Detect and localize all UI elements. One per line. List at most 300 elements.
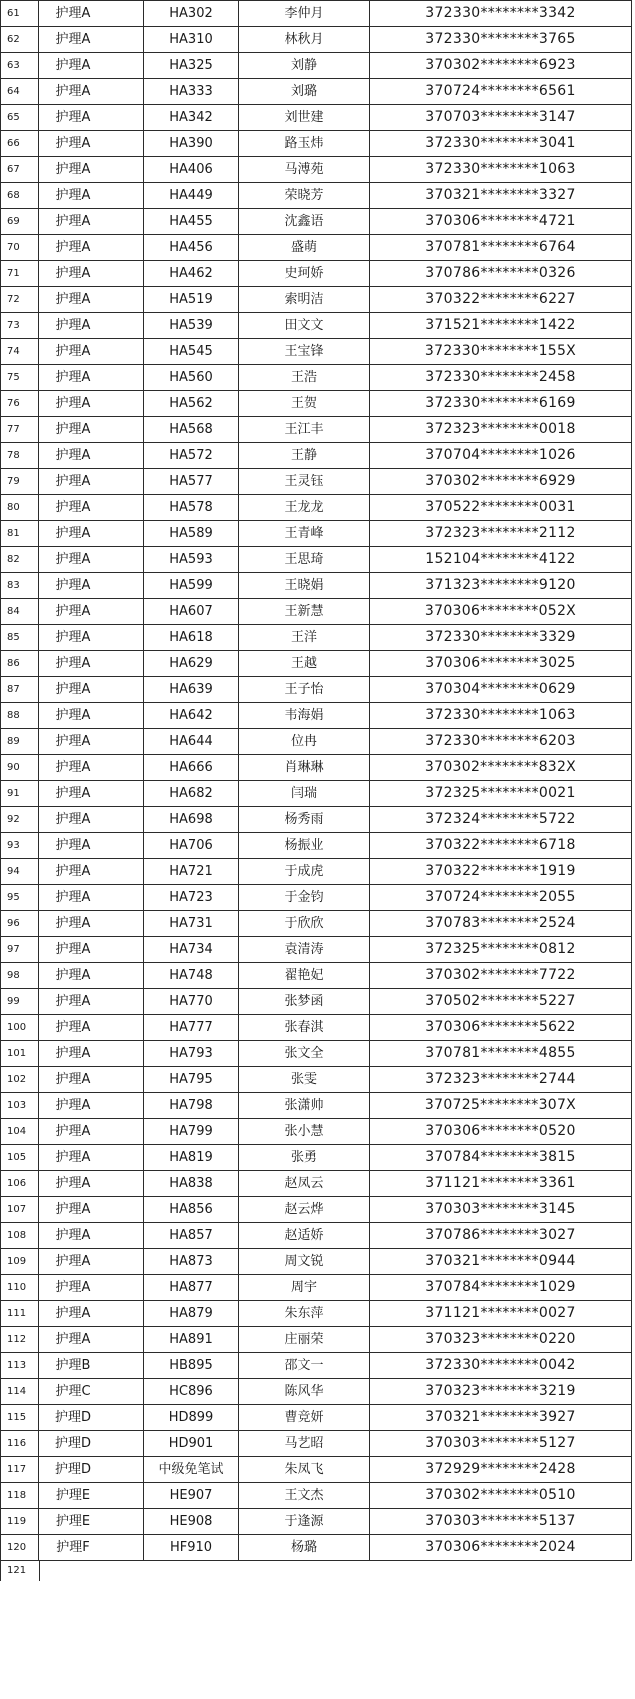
category-cell: 护理A — [39, 469, 144, 495]
table-row — [1, 469, 632, 495]
id-number-cell: 370724********6561 — [370, 79, 632, 105]
id-number-cell: 370322********6718 — [370, 833, 632, 859]
id-number-cell: 372323********2112 — [370, 521, 632, 547]
exam-id-cell: HA642 — [144, 703, 239, 729]
row-number-cell: 73 — [1, 313, 39, 339]
category-cell: 护理A — [39, 807, 144, 833]
row-number-cell: 105 — [1, 1145, 39, 1171]
category-cell: 护理A — [39, 1301, 144, 1327]
category-cell: 护理A — [39, 131, 144, 157]
row-number-cell: 112 — [1, 1327, 39, 1353]
category-cell: 护理A — [39, 1145, 144, 1171]
category-cell: 护理A — [39, 417, 144, 443]
exam-id-cell: HA639 — [144, 677, 239, 703]
table-row — [1, 885, 632, 911]
category-cell: 护理E — [39, 1483, 144, 1509]
id-number-cell: 372330********3041 — [370, 131, 632, 157]
table-row — [1, 1249, 632, 1275]
row-number-cell: 79 — [1, 469, 39, 495]
id-number-cell: 370304********0629 — [370, 677, 632, 703]
exam-id-cell: HA577 — [144, 469, 239, 495]
category-cell: 护理A — [39, 677, 144, 703]
table-row — [1, 1223, 632, 1249]
table-row — [1, 313, 632, 339]
id-number-cell: 372929********2428 — [370, 1457, 632, 1483]
table-row — [1, 443, 632, 469]
row-number-cell: 68 — [1, 183, 39, 209]
name-cell: 王洋 — [239, 625, 370, 651]
exam-id-cell: HA873 — [144, 1249, 239, 1275]
name-cell: 王灵钰 — [239, 469, 370, 495]
name-cell: 杨振业 — [239, 833, 370, 859]
exam-id-cell: HA390 — [144, 131, 239, 157]
id-number-cell: 370302********6923 — [370, 53, 632, 79]
exam-id-cell: HA734 — [144, 937, 239, 963]
row-number-cell: 106 — [1, 1171, 39, 1197]
name-cell: 盛萌 — [239, 235, 370, 261]
row-number-cell: 74 — [1, 339, 39, 365]
category-cell: 护理A — [39, 625, 144, 651]
name-cell: 荣晓芳 — [239, 183, 370, 209]
name-cell: 王青峰 — [239, 521, 370, 547]
exam-id-cell: HA838 — [144, 1171, 239, 1197]
id-number-cell: 370323********0220 — [370, 1327, 632, 1353]
exam-id-cell: HE908 — [144, 1509, 239, 1535]
exam-id-cell: HA560 — [144, 365, 239, 391]
name-cell: 于金钧 — [239, 885, 370, 911]
name-cell: 朱凤飞 — [239, 1457, 370, 1483]
id-number-cell: 370783********2524 — [370, 911, 632, 937]
id-number-cell: 152104********4122 — [370, 547, 632, 573]
table-row — [1, 911, 632, 937]
exam-id-cell: HA698 — [144, 807, 239, 833]
table-row — [1, 963, 632, 989]
id-number-cell: 372330********1063 — [370, 157, 632, 183]
category-cell: 护理A — [39, 781, 144, 807]
id-number-cell: 370303********5137 — [370, 1509, 632, 1535]
id-number-cell: 370302********832X — [370, 755, 632, 781]
id-number-cell: 370784********1029 — [370, 1275, 632, 1301]
table-row — [1, 261, 632, 287]
name-cell: 杨璐 — [239, 1535, 370, 1561]
table-row — [1, 1431, 632, 1457]
name-cell: 史珂娇 — [239, 261, 370, 287]
row-number-cell: 109 — [1, 1249, 39, 1275]
category-cell: 护理A — [39, 1275, 144, 1301]
table-row — [1, 1379, 632, 1405]
row-number-cell: 100 — [1, 1015, 39, 1041]
name-cell: 韦海娟 — [239, 703, 370, 729]
name-cell: 王晓娟 — [239, 573, 370, 599]
name-cell: 张雯 — [239, 1067, 370, 1093]
row-number-cell: 103 — [1, 1093, 39, 1119]
exam-id-cell: HD899 — [144, 1405, 239, 1431]
name-cell: 张潇帅 — [239, 1093, 370, 1119]
id-number-cell: 371521********1422 — [370, 313, 632, 339]
id-number-cell: 370306********5622 — [370, 1015, 632, 1041]
name-cell: 王江丰 — [239, 417, 370, 443]
category-cell: 护理A — [39, 27, 144, 53]
exam-id-cell: HA682 — [144, 781, 239, 807]
table-row — [1, 859, 632, 885]
category-cell: 护理A — [39, 1171, 144, 1197]
table-row — [1, 1509, 632, 1535]
name-cell: 王新慧 — [239, 599, 370, 625]
row-number-cell: 117 — [1, 1457, 39, 1483]
table-row — [1, 287, 632, 313]
category-cell: 护理D — [39, 1405, 144, 1431]
category-cell: 护理A — [39, 573, 144, 599]
category-cell: 护理A — [39, 443, 144, 469]
category-cell: 护理D — [39, 1457, 144, 1483]
row-number-cell: 110 — [1, 1275, 39, 1301]
category-cell: 护理A — [39, 157, 144, 183]
table-row — [1, 599, 632, 625]
category-cell: 护理A — [39, 547, 144, 573]
row-number-cell: 83 — [1, 573, 39, 599]
name-cell: 索明洁 — [239, 287, 370, 313]
name-cell: 张小慧 — [239, 1119, 370, 1145]
category-cell: 护理A — [39, 729, 144, 755]
name-cell: 赵适娇 — [239, 1223, 370, 1249]
name-cell: 周宇 — [239, 1275, 370, 1301]
category-cell: 护理A — [39, 339, 144, 365]
name-cell: 路玉炜 — [239, 131, 370, 157]
category-cell: 护理D — [39, 1431, 144, 1457]
id-number-cell: 372325********0812 — [370, 937, 632, 963]
table-row — [1, 729, 632, 755]
exam-id-cell: HA857 — [144, 1223, 239, 1249]
row-number-cell: 104 — [1, 1119, 39, 1145]
id-number-cell: 372323********2744 — [370, 1067, 632, 1093]
category-cell: 护理A — [39, 1093, 144, 1119]
id-number-cell: 372330********0042 — [370, 1353, 632, 1379]
exam-id-cell: HA723 — [144, 885, 239, 911]
row-number-cell: 81 — [1, 521, 39, 547]
table-row — [1, 1353, 632, 1379]
exam-id-cell: HA406 — [144, 157, 239, 183]
row-number-cell: 77 — [1, 417, 39, 443]
id-number-cell: 370302********7722 — [370, 963, 632, 989]
name-cell: 位冉 — [239, 729, 370, 755]
name-cell: 张文全 — [239, 1041, 370, 1067]
exam-id-cell: HA891 — [144, 1327, 239, 1353]
category-cell: 护理A — [39, 105, 144, 131]
id-number-cell: 370703********3147 — [370, 105, 632, 131]
exam-id-cell: HA731 — [144, 911, 239, 937]
id-number-cell: 370781********6764 — [370, 235, 632, 261]
category-cell: 护理F — [39, 1535, 144, 1561]
id-number-cell: 370321********3927 — [370, 1405, 632, 1431]
row-number-cell: 87 — [1, 677, 39, 703]
row-number-cell: 99 — [1, 989, 39, 1015]
exam-id-cell: HA770 — [144, 989, 239, 1015]
exam-id-cell: HF910 — [144, 1535, 239, 1561]
id-number-cell: 372324********5722 — [370, 807, 632, 833]
category-cell: 护理A — [39, 1119, 144, 1145]
name-cell: 刘静 — [239, 53, 370, 79]
table-row — [1, 1, 632, 27]
id-number-cell: 372325********0021 — [370, 781, 632, 807]
exam-id-cell: HA706 — [144, 833, 239, 859]
row-number-cell: 75 — [1, 365, 39, 391]
id-number-cell: 372330********6169 — [370, 391, 632, 417]
row-number-cell: 86 — [1, 651, 39, 677]
exam-id-cell: HA333 — [144, 79, 239, 105]
table-row — [1, 1457, 632, 1483]
name-cell: 王龙龙 — [239, 495, 370, 521]
name-cell: 袁清涛 — [239, 937, 370, 963]
exam-id-cell: HA877 — [144, 1275, 239, 1301]
category-cell: 护理A — [39, 521, 144, 547]
id-number-cell: 370725********307X — [370, 1093, 632, 1119]
table-row — [1, 677, 632, 703]
row-number-cell: 88 — [1, 703, 39, 729]
id-number-cell: 370302********6929 — [370, 469, 632, 495]
table-row — [1, 625, 632, 651]
exam-id-cell: 中级免笔试 — [144, 1457, 239, 1483]
row-number-cell: 90 — [1, 755, 39, 781]
row-number-cell: 80 — [1, 495, 39, 521]
id-number-cell: 370704********1026 — [370, 443, 632, 469]
exam-id-cell: HA545 — [144, 339, 239, 365]
name-cell: 王思琦 — [239, 547, 370, 573]
exam-id-cell: HA599 — [144, 573, 239, 599]
table-row — [1, 391, 632, 417]
exam-id-cell: HA562 — [144, 391, 239, 417]
category-cell: 护理A — [39, 755, 144, 781]
table-row — [1, 53, 632, 79]
row-number-cell: 91 — [1, 781, 39, 807]
row-number-cell: 78 — [1, 443, 39, 469]
table-row — [1, 1275, 632, 1301]
exam-id-cell: HA456 — [144, 235, 239, 261]
table-row — [1, 1041, 632, 1067]
row-number-cell: 115 — [1, 1405, 39, 1431]
name-cell: 林秋月 — [239, 27, 370, 53]
table-row — [1, 365, 632, 391]
row-number-cell: 98 — [1, 963, 39, 989]
name-cell: 沈鑫语 — [239, 209, 370, 235]
table-row — [1, 781, 632, 807]
name-cell: 王浩 — [239, 365, 370, 391]
exam-id-cell: HA777 — [144, 1015, 239, 1041]
id-number-cell: 370786********3027 — [370, 1223, 632, 1249]
name-cell: 刘璐 — [239, 79, 370, 105]
row-number-cell: 76 — [1, 391, 39, 417]
table-row — [1, 27, 632, 53]
exam-id-cell: HA748 — [144, 963, 239, 989]
table-row — [1, 1015, 632, 1041]
category-cell: 护理A — [39, 1327, 144, 1353]
exam-id-cell: HA618 — [144, 625, 239, 651]
exam-id-cell: HA593 — [144, 547, 239, 573]
id-number-cell: 372330********3765 — [370, 27, 632, 53]
row-number-cell: 119 — [1, 1509, 39, 1535]
category-cell: 护理A — [39, 937, 144, 963]
id-number-cell: 370302********0510 — [370, 1483, 632, 1509]
exam-id-cell: HA578 — [144, 495, 239, 521]
category-cell: 护理A — [39, 235, 144, 261]
category-cell: 护理A — [39, 1067, 144, 1093]
row-number-cell: 101 — [1, 1041, 39, 1067]
id-number-cell: 370306********4721 — [370, 209, 632, 235]
exam-id-cell: HE907 — [144, 1483, 239, 1509]
exam-id-cell: HA302 — [144, 1, 239, 27]
table-row — [1, 79, 632, 105]
table-row — [1, 339, 632, 365]
category-cell: 护理E — [39, 1509, 144, 1535]
exam-id-cell: HA325 — [144, 53, 239, 79]
category-cell: 护理A — [39, 287, 144, 313]
name-cell: 于成虎 — [239, 859, 370, 885]
table-row — [1, 1483, 632, 1509]
row-number-cell: 61 — [1, 1, 39, 27]
row-number-cell: 118 — [1, 1483, 39, 1509]
id-number-cell: 372323********0018 — [370, 417, 632, 443]
name-cell: 李仲月 — [239, 1, 370, 27]
row-number-cell: 116 — [1, 1431, 39, 1457]
id-number-cell: 370306********2024 — [370, 1535, 632, 1561]
id-number-cell: 371323********9120 — [370, 573, 632, 599]
exam-id-cell: HA310 — [144, 27, 239, 53]
exam-id-cell: HA342 — [144, 105, 239, 131]
category-cell: 护理A — [39, 833, 144, 859]
table-row — [1, 1067, 632, 1093]
name-cell: 邵文一 — [239, 1353, 370, 1379]
row-number-cell: 84 — [1, 599, 39, 625]
exam-id-cell: HA539 — [144, 313, 239, 339]
row-number: 121 — [7, 1565, 27, 1576]
row-number-cell: 111 — [1, 1301, 39, 1327]
category-cell: 护理A — [39, 703, 144, 729]
category-cell: 护理A — [39, 963, 144, 989]
name-cell: 张春淇 — [239, 1015, 370, 1041]
exam-id-cell: HA798 — [144, 1093, 239, 1119]
name-cell: 王贺 — [239, 391, 370, 417]
name-cell: 闫瑞 — [239, 781, 370, 807]
name-cell: 张勇 — [239, 1145, 370, 1171]
category-cell: 护理A — [39, 1015, 144, 1041]
name-cell: 马溥苑 — [239, 157, 370, 183]
row-number-cell: 82 — [1, 547, 39, 573]
row-number-cell: 65 — [1, 105, 39, 131]
id-number-cell: 370306********0520 — [370, 1119, 632, 1145]
row-number-cell: 63 — [1, 53, 39, 79]
table-row — [1, 755, 632, 781]
row-number-cell: 114 — [1, 1379, 39, 1405]
category-cell: 护理A — [39, 313, 144, 339]
id-number-cell: 372330********2458 — [370, 365, 632, 391]
exam-id-cell: HA607 — [144, 599, 239, 625]
id-number-cell: 370303********3145 — [370, 1197, 632, 1223]
table-row — [1, 1119, 632, 1145]
row-number-cell: 97 — [1, 937, 39, 963]
id-number-cell: 372330********6203 — [370, 729, 632, 755]
row-number-cell: 113 — [1, 1353, 39, 1379]
table-row — [1, 131, 632, 157]
category-cell: 护理A — [39, 53, 144, 79]
name-cell: 王文杰 — [239, 1483, 370, 1509]
exam-id-cell: HC896 — [144, 1379, 239, 1405]
name-cell: 王越 — [239, 651, 370, 677]
id-number-cell: 370781********4855 — [370, 1041, 632, 1067]
category-cell: 护理A — [39, 261, 144, 287]
table-row — [1, 521, 632, 547]
id-number-cell: 372330********3329 — [370, 625, 632, 651]
table-row — [1, 157, 632, 183]
table-row — [1, 1197, 632, 1223]
table-row — [1, 105, 632, 131]
table-row — [1, 1327, 632, 1353]
row-number-cell: 71 — [1, 261, 39, 287]
table-row — [1, 833, 632, 859]
exam-id-cell: HA589 — [144, 521, 239, 547]
row-number-cell: 95 — [1, 885, 39, 911]
name-cell: 周文锐 — [239, 1249, 370, 1275]
id-number-cell: 371121********0027 — [370, 1301, 632, 1327]
row-number-cell: 96 — [1, 911, 39, 937]
exam-id-cell: HA799 — [144, 1119, 239, 1145]
category-cell: 护理A — [39, 495, 144, 521]
exam-id-cell: HA449 — [144, 183, 239, 209]
category-cell: 护理A — [39, 859, 144, 885]
name-cell: 张梦函 — [239, 989, 370, 1015]
category-cell: 护理A — [39, 209, 144, 235]
name-cell: 王静 — [239, 443, 370, 469]
table-row — [1, 417, 632, 443]
category-cell: 护理A — [39, 885, 144, 911]
table-row — [1, 807, 632, 833]
exam-id-cell: HA819 — [144, 1145, 239, 1171]
table-row — [1, 1145, 632, 1171]
category-cell: 护理C — [39, 1379, 144, 1405]
category-cell: 护理A — [39, 911, 144, 937]
exam-id-cell: HA572 — [144, 443, 239, 469]
exam-id-cell: HA462 — [144, 261, 239, 287]
exam-id-cell: HA856 — [144, 1197, 239, 1223]
table-row — [1, 937, 632, 963]
name-cell: 马艺昭 — [239, 1431, 370, 1457]
id-number-cell: 370321********0944 — [370, 1249, 632, 1275]
category-cell: 护理A — [39, 1249, 144, 1275]
category-cell: 护理A — [39, 1, 144, 27]
row-number-cell: 89 — [1, 729, 39, 755]
id-number-cell: 370306********052X — [370, 599, 632, 625]
id-number-cell: 372330********3342 — [370, 1, 632, 27]
table-row — [1, 209, 632, 235]
exam-id-cell: HA793 — [144, 1041, 239, 1067]
row-number-cell: 67 — [1, 157, 39, 183]
row-number-cell: 62 — [1, 27, 39, 53]
row-number-cell: 85 — [1, 625, 39, 651]
name-cell: 于逢源 — [239, 1509, 370, 1535]
name-cell: 杨秀雨 — [239, 807, 370, 833]
name-cell: 庄丽荣 — [239, 1327, 370, 1353]
id-number-cell: 370321********3327 — [370, 183, 632, 209]
id-number-cell: 370322********6227 — [370, 287, 632, 313]
name-cell: 翟艳妃 — [239, 963, 370, 989]
table-row — [1, 1405, 632, 1431]
table-row — [1, 573, 632, 599]
id-number-cell: 370323********3219 — [370, 1379, 632, 1405]
row-number-cell: 70 — [1, 235, 39, 261]
row-number-cell: 102 — [1, 1067, 39, 1093]
category-cell: 护理A — [39, 599, 144, 625]
category-cell: 护理A — [39, 1041, 144, 1067]
category-cell: 护理A — [39, 1197, 144, 1223]
applicant-table-body — [1, 1, 632, 1561]
